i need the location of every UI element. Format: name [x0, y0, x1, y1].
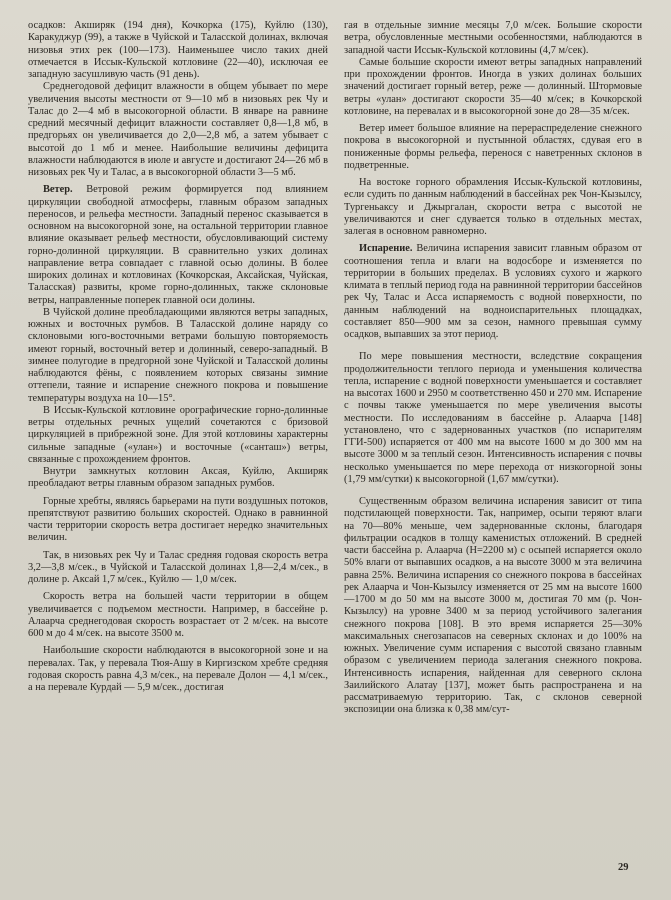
paragraph: гая в отдельные зимние месяцы 7,0 м/сек. Большие скорости ветра, обусловленные местными особенностями, наблюдаются в западной части Иссык-Кульской котловины (4,7 м/сек). — [344, 20, 642, 56]
paragraph-text: Ветровой режим формируется под влиянием циркуляции свободной атмосферы, главным образом западных переносов, и рельефа местности. Западный перенос сказывается в основном на высокогорной зоне, на остальной территории главное влияние оказывает рельеф местности, обусловливающий систему горно-долинной циркуляции. В сравнительно узких долинах направление ветра совпадает с главной осью долины. В более широких долинах и котловинах (Кочкорская, Аксайская, Чуйская, Таласская) развиты, кроме горно-долинных, также склоновые ветры, направленные поперек главной оси долины. — [28, 184, 328, 306]
paragraph: Так, в низовьях рек Чу и Талас средняя годовая скорость ветра 3,2—3,8 м/сек., в Чуйской и Таласской долинах 1,8—2,4 м/сек., в долине р. Аксай 1,7 м/сек., Куйлю — 1,0 м/сек. — [28, 549, 328, 585]
paragraph — [344, 243, 642, 341]
page-number: 29 — [618, 862, 629, 873]
right-column — [344, 20, 642, 717]
paragraph: В Иссык-Кульской котловине орографические горно-долинные ветры отдельных речных ущелий сочетаются с бризовой циркуляцией в прибрежной зоне. Для этой котловины характерны сильные западные («улан») и восточные («санташ») ветры, связанные с прохождением фронтов. — [28, 404, 328, 465]
paragraph: осадков: Акширяк (194 дня), Кочкорка (175), Куйлю (130), Каракуджур (99), а также в Чуйской и Таласской долинах, включая низовья этих рек (100—173). Наименьшее число таких дней отмечается в Иссык-Кульской котловине (22—40), исключая ее западную засушливую часть (91 день). — [28, 20, 328, 80]
paragraph: По мере повышения местности, вследствие сокращения продолжительности теплого периода и уменьшения количества тепла, испарение с водной поверхности уменьшается и составляет на высотах 1600 и 2950 м соответственно 450 и 270 мм. Испарение с почвы также уменьшается по мере увеличения высоты местности. По исследованиям в бассейне р. Алаарча [148] установлено, что с задернованных участков (по испарителям ГГИ-500) испаряется от 400 мм на высоте 1600 м до 300 мм на высоте 3000 м за теплый сезон. Интенсивность испарения с почвы несколько уменьшается по мере перехода от низкогорной зоны (1,79 мм/сутки) к высокогорной (1,67 мм/сутки). — [344, 351, 642, 485]
paragraph — [28, 184, 328, 307]
paragraph-text: Величина испарения зависит главным образом от соотношения тепла и влаги на водосборе и изменяется по территории в больших пределах. В условиях сухого и жаркого климата в теплый период года на равнинной территории бассейнов рек Чу, Талас и Асса испаряемость с водной поверхности, по данным наблюдений на водноиспарительных площадках, составляет 850—900 мм за сезон, намного превышая сумму осадков, выпавших за этот период. — [344, 243, 642, 340]
paragraph: На востоке горного обрамления Иссык-Кульской котловины, если судить по данным наблюдений в бассейнах рек Чон-Кызылсу, Тургеньаксу и Джыргалан, скорости ветра с высотой не увеличиваются и снег сдувается только в отдельных местах, залегая в основном равномерно. — [344, 177, 642, 237]
section-heading: Ветер. — [43, 184, 73, 196]
paragraph: Наибольшие скорости наблюдаются в высокогорной зоне и на перевалах. Так, у перевала Тюя-Ашу в Киргизском хребте средняя годовая скорость равна 4,3 м/сек., на перевале Долон — 4,1 м/сек., а на перевале Курдай — 5,9 м/сек., достигая — [28, 645, 328, 693]
paragraph: Скорость ветра на большей части территории в общем увеличивается с подъемом местности. Например, в бассейне р. Алаарча среднегодовая скорость возрастает от 2 м/сек. на высоте 600 м до 4 м/сек. на высоте 3500 м. — [28, 591, 328, 639]
section-heading: Испарение. — [359, 243, 413, 255]
paragraph: В Чуйской долине преобладающими являются ветры западных, южных и восточных румбов. В Таласской долине наряду со склоновыми юго-восточными ветрами большую повторяемость имеют горный, восточный ветер и долинный, северо-западный. В зимнее полугодие в предгорной зоне Чуйской и Таласской долины наблюдаются фёны, с появлением которых связаны зимние оттепели, таяние и испарение снежного покрова и повышение температуры воздуха на 10—15°. — [28, 306, 328, 404]
paragraph: Горные хребты, являясь барьерами на пути воздушных потоков, препятствуют развитию больших скоростей. Однако в равнинной части территории скорость ветра достигает нередко значительных величин. — [28, 495, 328, 544]
paragraph: Внутри замкнутых котловин Аксая, Куйлю, Акширяк преобладают ветры главным образом западных румбов. — [28, 466, 328, 490]
paragraph: Среднегодовой дефицит влажности в общем убывает по мере увеличения высоты местности от 9—10 мб в низовьях рек Чу и Талас до 2—4 мб в высокогорной области. В январе на равнине средний месячный дефицит влажности составляет 0,8—1,8 мб, в предгорьях он увеличивается до 2,0—2,8 мб, а затем убывает с высотой до 1 мб и менее. Наибольшие величины дефицита влажности наблюдаются в июле и августе и достигают 24—26 мб в низовьях рек Чу и Талас, а в высокогорной области 3—5 мб. — [28, 81, 328, 178]
paragraph: Существенным образом величина испарения зависит от типа подстилающей поверхности. Так, например, осыпи теряют влаги на 70—80% меньше, чем задернованные склоны, благодаря фильтрации осадков в толщу каменистых отложений. В средней части бассейна р. Алаарча (H=2200 м) с осыпей испаряется около 50% влаги от выпавших осадков, а на высоте 3000 м эта величина равна 25%. Величина испарения со снежного покрова в бассейнах рек Алаарча и Чон-Кызылсу изменяется от 25 мм на высоте 1600—1700 м до 50 мм на высоте 3000 м, достигая 70 мм (р. Чон-Кызылсу) на уровне 3400 м за период устойчивого залегания снежного покрова [108]. В это время испаряется 25—30% максимальных снегозапасов на северных склонах и до 100% на южных. Увеличение сумм испарения с высотой связано главным образом с увеличением периода залегания снежного покрова. Интенсивность испарения, найденная для северного склона Заилийского Алатау [137], может быть распространена и на рассматриваемую территорию. Так, с склонов северной экспозиции она близка к 0,38 мм/сут- — [344, 496, 642, 716]
paragraph: Самые большие скорости имеют ветры западных направлений при прохождении фронтов. Иногда в узких долинах больших значений достигает горный ветер, реже — долинный. Штормовые ветры «улан» достигают скорости 35—40 м/сек; в Кочкорской котловине, на перевалах и в высокогорной зоне до 28—35 м/сек. — [344, 56, 642, 117]
paragraph: Ветер имеет большое влияние на перераспределение снежного покрова в высокогорной и пустынной областях, сдувая его в пониженные формы рельефа, перенося с наветренных склонов в подветренные. — [344, 123, 642, 171]
left-column — [28, 20, 328, 694]
